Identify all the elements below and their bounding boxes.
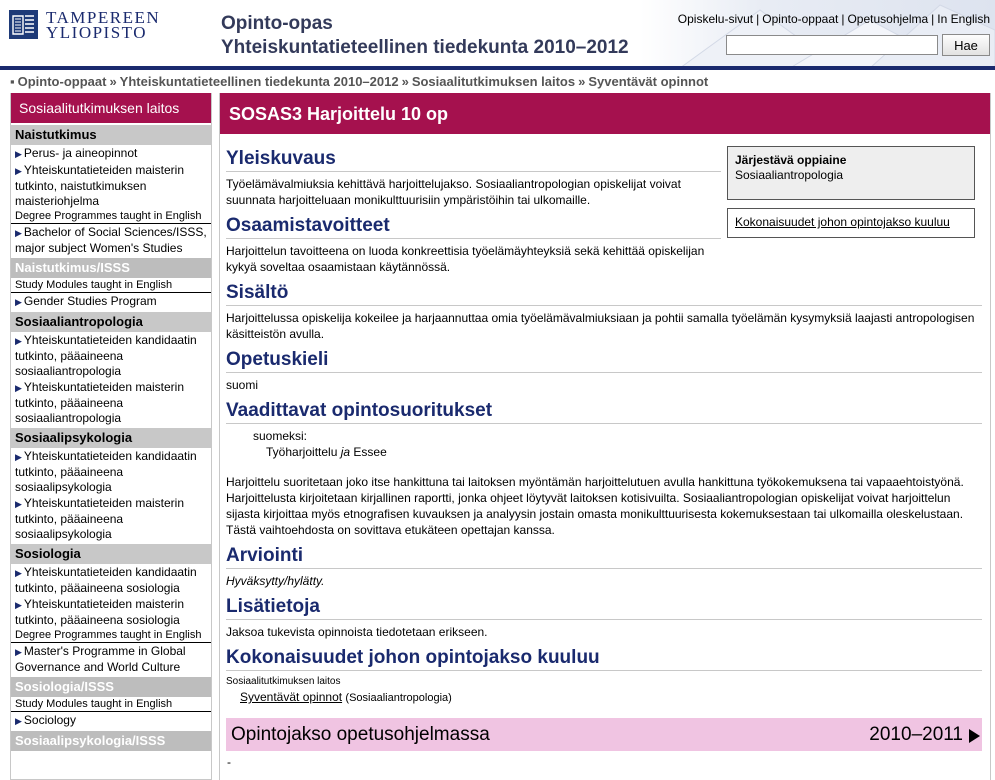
section-text: Harjoittelun tavoitteena on luoda konkreettisia työelämäyhteyksiä sekä kehittää opiskelijan kykyä soveltaa osaamistaan käytännössä.	[226, 244, 705, 274]
sidebar-item[interactable]	[11, 293, 211, 310]
top-links	[678, 12, 990, 26]
section-heading: Arviointi	[226, 545, 304, 566]
section-text: suomi	[226, 378, 259, 392]
top-link-in-english[interactable]: In English	[937, 12, 990, 26]
sidebar-section-sosiologia-isss: Sosiologia/ISSS	[11, 677, 211, 697]
sidebar-item[interactable]	[11, 712, 211, 729]
logo-line1: TAMPEREEN	[46, 8, 161, 27]
triangle-right-icon: ▶	[15, 297, 22, 307]
site-title-line2: Yhteiskuntatieteellinen tiedekunta 2010–2012	[221, 37, 629, 58]
sidebar-item[interactable]	[11, 332, 211, 379]
triangle-right-icon: ▶	[15, 166, 22, 176]
top-link-opinto-oppaat[interactable]: Opinto-oppaat	[762, 12, 839, 26]
sidebar-subheading: Study Modules taught in English	[11, 697, 211, 712]
sidebar-item[interactable]	[11, 564, 211, 596]
sidebar-item-label: Master's Programme in Global Governance and World Culture	[15, 644, 186, 674]
section-text: Hyväksytty/hylätty.	[226, 574, 325, 588]
triangle-right-icon: ▶	[15, 499, 22, 509]
sidebar-item[interactable]	[11, 162, 211, 209]
section-text: Työelämävalmiuksia kehittävä harjoittelujakso. Sosiaaliantropologian opiskelijat voivat suunnata harjoitteluaan monikulttuurisiin ympäristöihin tai ulkomaille.	[226, 177, 681, 207]
course-title: SOSAS3 Harjoittelu 10 op	[220, 93, 990, 134]
sidebar-item-label: Yhteiskuntatieteiden kandidaatin tutkinto, pääaineena sosiaaliantropologia	[15, 333, 197, 378]
site-header	[0, 0, 995, 68]
section-divider	[226, 423, 982, 424]
organizing-subject-label: Järjestävä oppiaine	[735, 153, 847, 167]
organizing-subject-box	[727, 146, 975, 200]
section-text: Harjoittelu suoritetaan joko itse hankittuna tai laitoksen myöntämän harjoittelutuen avulla hankittuna työkokemuksena tai vapaaehtoistyönä. Harjoittelusta kirjoitetaan kirjallinen raportti, jonka ohjeet löytyvät laitoksen kotisivuilta. Sosiaaliantropologian opiskelijat voivat harjoittelun sijasta kirjoittaa myös etnografisen kuvauksen ja analyysin jostain omasta monikulttuurisesta kokemuksestaan tai ulkomailla oleskelustaan. Tästä vaihtoehdosta on sovittava etukäteen opettajan kanssa.	[226, 475, 964, 537]
module-entry	[226, 689, 982, 706]
module-department: Sosiaalitutkimuksen laitos	[226, 676, 341, 687]
sidebar-department-title[interactable]: Sosiaalitutkimuksen laitos	[11, 93, 211, 123]
sidebar-section-naistutkimus-isss: Naistutkimus/ISSS	[11, 258, 211, 278]
section-vaaditut	[226, 400, 982, 538]
sidebar-item[interactable]	[11, 448, 211, 495]
search-input[interactable]	[726, 35, 938, 55]
sidebar-item-label: Yhteiskuntatieteiden kandidaatin tutkinto, pääaineena sosiaalipsykologia	[15, 449, 197, 494]
section-yleiskuvaus	[226, 148, 721, 208]
sidebar-section-sosiologia: Sosiologia	[11, 544, 211, 564]
top-link-separator: |	[841, 12, 845, 26]
section-text: Jaksoa tukevista opinnoista tiedotetaan erikseen.	[226, 625, 488, 639]
sidebar-item-label: Gender Studies Program	[23, 294, 157, 308]
sidebar-item[interactable]	[11, 145, 211, 162]
module-subject: (Sosiaaliantropologia)	[345, 692, 452, 704]
site-title	[221, 12, 629, 60]
sidebar-subheading: Degree Programmes taught in English	[11, 209, 211, 224]
sidebar-item[interactable]	[11, 596, 211, 628]
university-crest-icon	[9, 10, 38, 39]
breadcrumb-separator: »	[578, 74, 586, 89]
sidebar-item-label: Bachelor of Social Sciences/ISSS, major subject Women's Studies	[15, 225, 207, 255]
sidebar-item-label: Yhteiskuntatieteiden kandidaatin tutkinto, pääaineena sosiologia	[15, 565, 197, 595]
play-triangle-icon	[969, 729, 980, 743]
section-heading: Yleiskuvaus	[226, 148, 336, 169]
main-content	[219, 93, 991, 780]
breadcrumb-item[interactable]: Syventävät opinnot	[588, 74, 709, 89]
requirement-part: Työharjoittelu	[266, 445, 338, 459]
sidebar-subheading: Degree Programmes taught in English	[11, 628, 211, 643]
section-sisalto	[226, 282, 982, 342]
language-label: suomeksi:	[253, 429, 308, 443]
triangle-right-icon: ▶	[15, 647, 22, 657]
section-heading: Opetuskieli	[226, 349, 329, 370]
section-divider	[226, 238, 721, 239]
sidebar-item-label: Perus- ja aineopinnot	[23, 146, 138, 160]
section-divider	[226, 171, 721, 172]
section-text: Harjoittelussa opiskelija kokeilee ja harjaannuttaa omia työelämävalmiuksiaan ja pohtii samalla työelämän kysymyksiä laajasti antropologisen käsitteistön avulla.	[226, 311, 975, 341]
section-divider	[226, 619, 982, 620]
sidebar-item[interactable]	[11, 224, 211, 256]
teaching-programme-bar[interactable]	[226, 718, 982, 751]
sidebar-item-label: Yhteiskuntatieteiden maisterin tutkinto, pääaineena sosiaalipsykologia	[15, 496, 185, 541]
sidebar-item-label: Yhteiskuntatieteiden maisterin tutkinto, pääaineena sosiologia	[15, 597, 185, 627]
teaching-programme-label: Opintojakso opetusohjelmassa	[231, 724, 490, 745]
top-link-opiskelu-sivut[interactable]: Opiskelu-sivut	[677, 12, 754, 26]
section-osaamistavoitteet	[226, 215, 721, 275]
breadcrumb-item[interactable]: Opinto-oppaat	[17, 74, 107, 89]
requirement-part: Essee	[353, 445, 387, 459]
university-logo[interactable]	[9, 10, 169, 42]
teaching-programme-year: 2010–2011	[869, 724, 963, 745]
triangle-right-icon: ▶	[15, 452, 22, 462]
breadcrumb-separator: »	[401, 74, 409, 89]
sidebar-item-label: Yhteiskuntatieteiden maisterin tutkinto, naistutkimuksen maisteriohjelma	[15, 163, 185, 208]
section-divider	[226, 670, 982, 671]
requirement-item	[226, 444, 982, 460]
section-heading: Sisältö	[226, 282, 289, 303]
breadcrumb-item[interactable]: Yhteiskuntatieteellinen tiedekunta 2010–2012	[119, 74, 399, 89]
logo-line2: YLIOPISTO	[46, 23, 148, 42]
triangle-right-icon: ▶	[15, 568, 22, 578]
breadcrumb	[10, 74, 708, 89]
sidebar-section-sosiaalipsykologia: Sosiaalipsykologia	[11, 428, 211, 448]
logo-text	[46, 10, 160, 40]
breadcrumb-separator: »	[109, 74, 117, 89]
section-heading: Kokonaisuudet johon opintojakso kuuluu	[226, 647, 600, 668]
breadcrumb-bullet: ▪	[10, 74, 15, 89]
section-divider	[226, 305, 982, 306]
triangle-right-icon: ▶	[15, 383, 22, 393]
section-heading: Osaamistavoitteet	[226, 215, 390, 236]
section-heading: Lisätietoja	[226, 596, 320, 617]
module-link[interactable]: Syventävät opinnot	[240, 690, 343, 704]
sidebar	[10, 93, 212, 780]
triangle-right-icon: ▶	[15, 716, 22, 726]
search-button[interactable]: Hae	[942, 34, 990, 56]
section-divider	[226, 372, 982, 373]
teaching-programme-empty: -	[227, 755, 231, 769]
triangle-right-icon: ▶	[15, 228, 22, 238]
sidebar-subheading: Study Modules taught in English	[11, 278, 211, 293]
triangle-right-icon: ▶	[15, 336, 22, 346]
sidebar-section-naistutkimus: Naistutkimus	[11, 125, 211, 145]
sidebar-item-label: Sociology	[23, 713, 76, 727]
modules-link-box	[727, 208, 975, 238]
breadcrumb-item[interactable]: Sosiaalitutkimuksen laitos	[411, 74, 576, 89]
section-heading: Vaadittavat opintosuoritukset	[226, 400, 493, 421]
sidebar-item[interactable]	[11, 495, 211, 542]
modules-link[interactable]: Kokonaisuudet johon opintojakso kuuluu	[735, 215, 950, 229]
top-link-separator: |	[931, 12, 935, 26]
sidebar-item[interactable]	[11, 643, 211, 675]
section-opetuskieli	[226, 349, 982, 393]
requirement-conjunction: ja	[340, 445, 351, 459]
organizing-subject-value: Sosiaaliantropologia	[735, 168, 844, 182]
top-link-separator: |	[756, 12, 760, 26]
section-kokonaisuudet	[226, 647, 982, 706]
section-divider	[226, 568, 982, 569]
site-title-line1: Opinto-opas	[221, 13, 333, 34]
section-lisatietoja	[226, 596, 982, 640]
sidebar-item[interactable]	[11, 379, 211, 426]
sidebar-section-sosiaaliantropologia: Sosiaaliantropologia	[11, 312, 211, 332]
section-arviointi	[226, 545, 982, 589]
sidebar-item-label: Yhteiskuntatieteiden maisterin tutkinto, pääaineena sosiaaliantropologia	[15, 380, 185, 425]
triangle-right-icon: ▶	[15, 149, 22, 159]
triangle-right-icon: ▶	[15, 600, 22, 610]
header-divider	[0, 66, 995, 70]
top-link-opetusohjelma[interactable]: Opetusohjelma	[847, 12, 929, 26]
sidebar-section-sosiaalipsykologia-isss: Sosiaalipsykologia/ISSS	[11, 731, 211, 751]
